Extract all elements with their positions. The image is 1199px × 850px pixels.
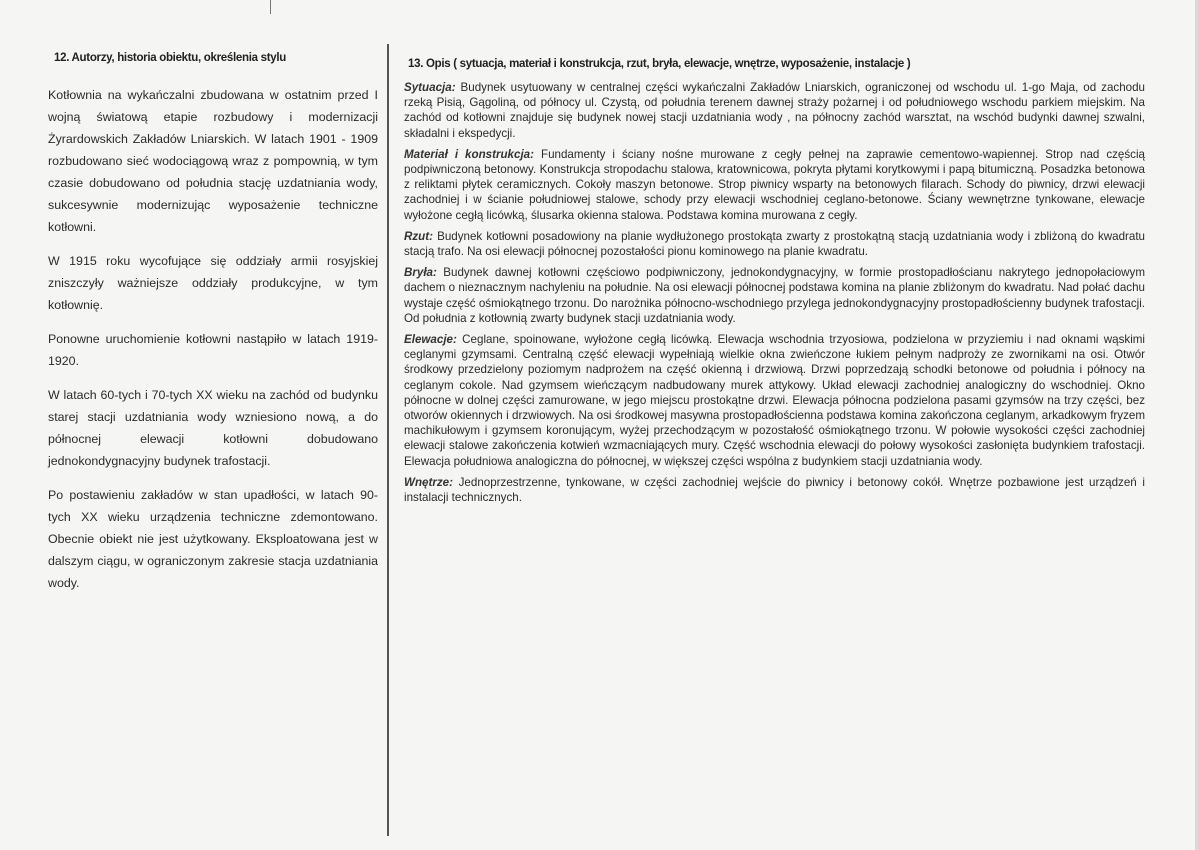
section-label: Materiał i konstrukcja: — [404, 147, 534, 161]
section-label: Rzut: — [404, 229, 433, 243]
section-label: Wnętrze: — [404, 475, 453, 489]
section-text: Budynek usytuowany w centralnej części wykańczalni Zakładów Lniarskich, ograniczonej od wschodu ul. 1-go Maja, od zachodu rzeką Pisią, Gągoliną, od północy ul. Czystą, od południa terenem dawnej straży pożarnej i od południowego wschodu parkiem miejskim. Na zachód od kotłowni znajduje się budynek nowej stacji uzdatniania wody , na północny zachód warsztat, na wschód budynki dawnej szwalni, składalni i ekspedycji. — [404, 81, 1145, 140]
section-text: Fundamenty i ściany nośne murowane z cegły pełnej na zaprawie cementowo-wapiennej. Strop nad częścią podpiwniczoną betonowy. Konstrukcja stropodachu stalowa, kratownicowa, pokryta płytami korytkowymi i papą bitumiczną. Posadzka betonowa z reliktami płytek ceramicznych. Cokoły maszyn betonowe. Strop piwnicy wsparty na betonowych filarach. Schody do piwnicy, drzwi elewacji zachodniej i w ścianie południowej stalowe, schody przy elewacji wschodniej ceglano-betonowe. Ściany wewnętrzne tynkowane, elewacje wyłożone cegłą licówką, ślusarka okienna stalowa. Podstawa komina murowana z cegły. — [404, 147, 1145, 222]
history-paragraph: Ponowne uruchomienie kotłowni nastąpiło w latach 1919-1920. — [48, 332, 378, 368]
section-massing — [404, 265, 1145, 326]
section-text: Budynek kotłowni posadowiony na planie wydłużonego prostokąta zwarty z prostokątną stacją uzdatniania wody i zbliżoną do kwadratu stacją trafo. Na osi elewacji północnej pozostałości pionu kominowego na planie kwadratu. — [404, 229, 1145, 259]
page-edge — [1195, 0, 1199, 850]
section-plan — [404, 229, 1145, 259]
section-text: Jednoprzestrzenne, tynkowane, w części zachodniej wejście do piwnicy i betonowy cokół. Wnętrze pozbawione jest urządzeń i instalacji technicznych. — [404, 475, 1145, 505]
section-elevations — [404, 332, 1145, 469]
section-material — [404, 147, 1145, 223]
section-label: Elewacje: — [404, 333, 457, 347]
section-text: Ceglane, spoinowane, wyłożone cegłą licówką. Elewacja wschodnia trzyosiowa, podzielona w przyziemiu i nad oknami wąskimi ceglanymi gzymsami. Centralną część elewacji wypełniają wielkie okna zwieńczone łukiem pełnym nadproży ze zwornikami na osi. Otwór środkowy przedzielony poziomym nadprożem na część okienną i drzwiową. Drzwi poprzedzają schodki betonowe od południa i północy na ceglanym cokole. Nad gzymsem wieńczącym nadbudowany murek attykowy. Układ elewacji zachodniej analogiczny do wschodniej. Okno północne w dolnej części zamurowane, w jego miejscu prostokątne drzwi. Elewacja północna podzielona pasami gzymsów na trzy części, bez otworów okiennych i drzwiowych. Na osi środkowej masywna prostopadłościenna podstawa komina zakończona ceglanym, arkadkowym fryzem machikułowym i gzymsem koronującym, wyżej przechodzącym w pozostałość ośmiokątnego trzonu. W połowie wysokości części zachodniej elewacji stalowe zakończenia kotwień wzmacniających mury. Część wschodnia elewacji do połowy wysokości zasłonięta budynkiem trafostacji. Elewacja południowa analogiczna do północnej, w większej części wspólna z budynkiem stacji uzdatniania wody. — [404, 333, 1145, 468]
punch-mark — [270, 0, 271, 14]
section-label: Sytuacja: — [404, 81, 456, 94]
description-heading: 13. Opis ( sytuacja, materiał i konstrukcja, rzut, bryła, elewacje, wnętrze, wyposażenie, instalacje ) — [408, 58, 911, 70]
history-paragraph: Po postawieniu zakładów w stan upadłości, w latach 90-tych XX wieku urządzenia techniczne zdemontowano. Obecnie obiekt nie jest użytkowany. Eksploatowana jest w dalszym ciągu, w ograniczonym zakresie stacja uzdatniania wody. — [48, 488, 378, 590]
history-column — [48, 52, 378, 606]
section-text: Budynek dawnej kotłowni częściowo podpiwniczony, jednokondygnacyjny, w formie prostopadłościanu nakrytego jednopołaciowym dachem o nieznacznym nachyleniu na południe. Na osi elewacji północnej podstawa komina na planie zbliżonym do kwadratu. Nad połać dachu wystaje część ośmiokątnego trzonu. Do narożnika północno-wschodniego przylega jednokondygnacyjny prostopadłościenny budynek trafostacji. Od południa z kotłownią zwarty budynek stacji uzdatniania wody. — [404, 266, 1145, 325]
history-paragraph: Kotłownia na wykańczalni zbudowana w ostatnim przed I wojną światową etapie rozbudowy i modernizacji Żyrardowskich Zakładów Lniarskich. W latach 1901 - 1909 rozbudowano sieć wodociągową wraz z pompownią, w tym czasie dobudowano od południa stację uzdatniania wody, sukcesywnie modernizując wyposażenie techniczne kotłowni. — [48, 88, 378, 234]
section-label: Bryła: — [404, 266, 437, 280]
history-heading: 12. Autorzy, historia obiektu, określenia stylu — [54, 52, 286, 64]
section-interior — [404, 475, 1145, 505]
description-column — [400, 58, 1145, 511]
section-situation — [404, 80, 1145, 141]
column-divider — [387, 44, 389, 836]
history-paragraph: W 1915 roku wycofujące się oddziały armii rosyjskiej zniszczyły ważniejsze oddziały produkcyjne, w tym kotłownię. — [48, 254, 378, 312]
history-paragraph: W latach 60-tych i 70-tych XX wieku na zachód od budynku starej stacji uzdatniania wody wzniesiono nową, a do północnej elewacji kotłowni dobudowano jednokondygnacyjny budynek trafostacji. — [48, 388, 378, 468]
